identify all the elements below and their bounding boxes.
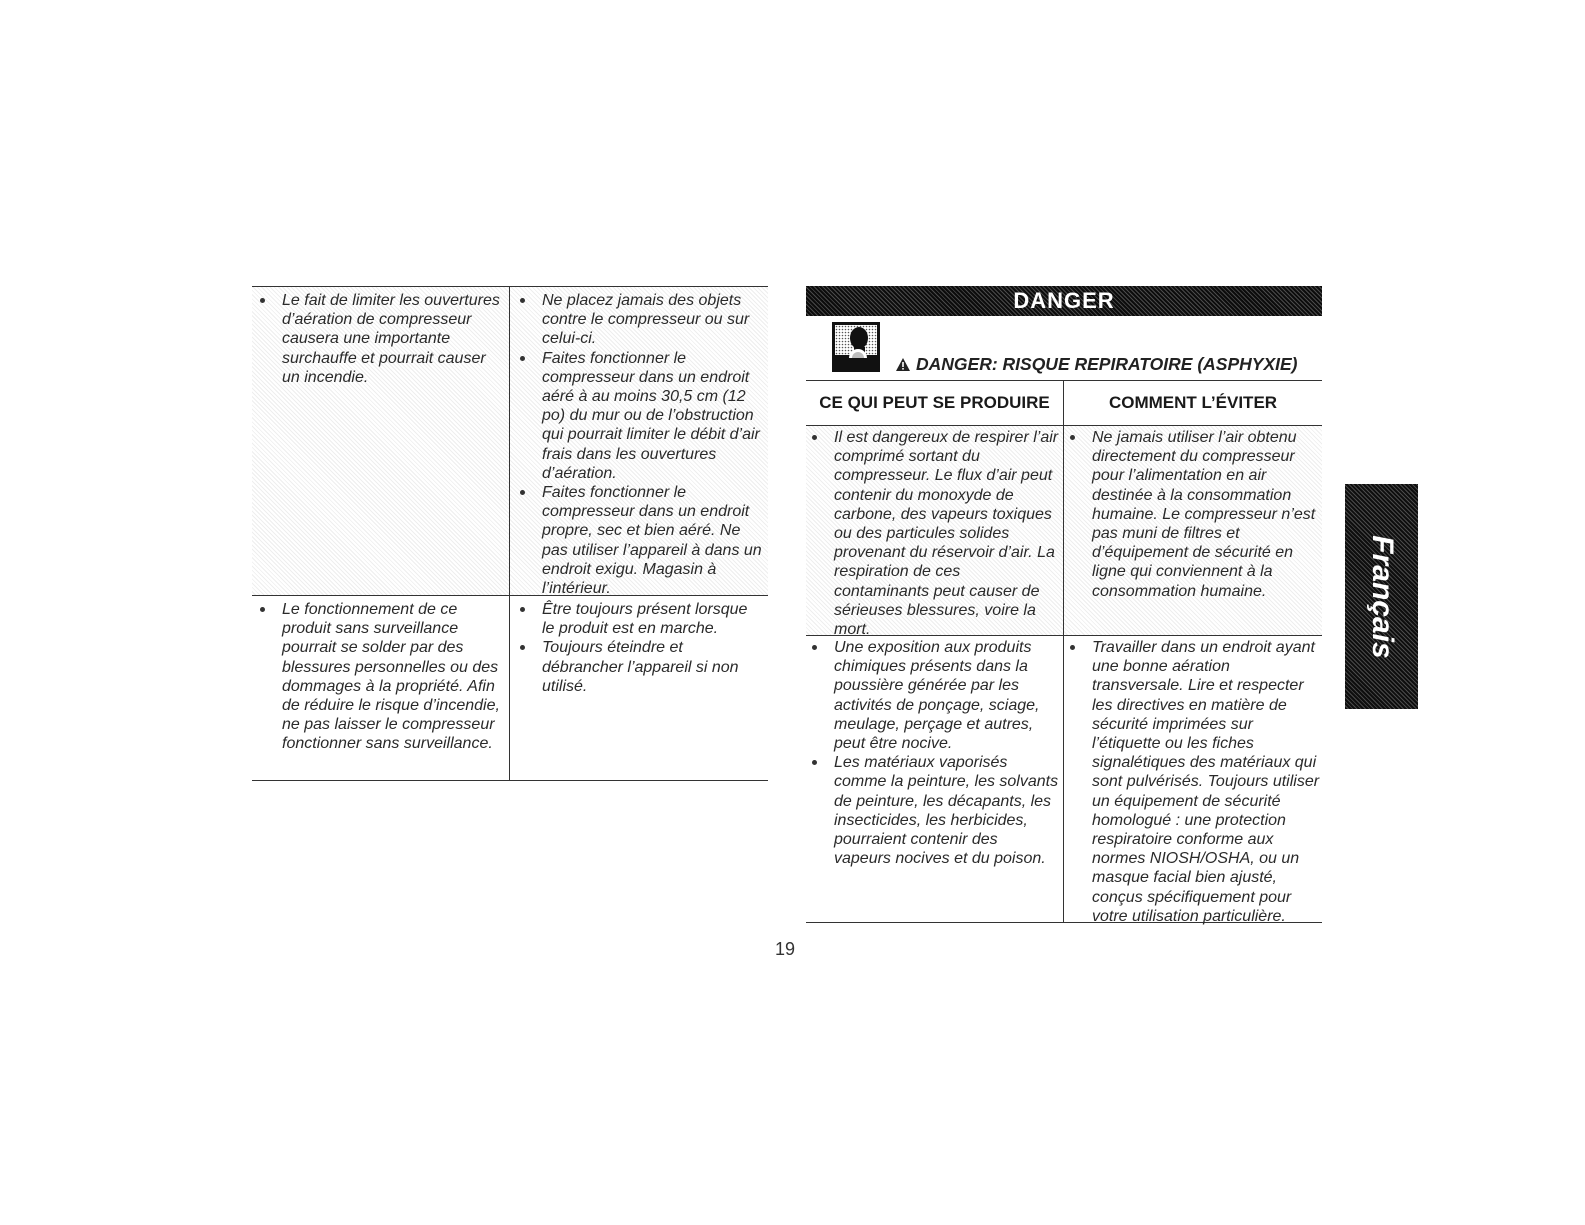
warning-triangle-icon (896, 358, 910, 371)
header-what-can-happen: CE QUI PEUT SE PRODUIRE (806, 381, 1064, 425)
list-item: Une exposition aux produits chimiques présents dans la poussière générée par les activités de ponçage, sciage, meulage, perçage et autres, peut être nocive. (808, 638, 1059, 753)
prevention-list (516, 600, 764, 696)
respiratory-hazard-icon (832, 322, 880, 372)
danger-prevention-cell (1064, 426, 1322, 635)
hazard-row (252, 287, 768, 598)
list-item: Faites fonctionner le compresseur dans un endroit aéré à au moins 30,5 cm (12 po) du mur ou de l’obstruction qui pourrait limiter le débit d’air frais dans les ouvertures d’aération. (516, 349, 764, 483)
prevention-list (516, 291, 764, 598)
language-tab-label: Français (1365, 534, 1399, 659)
danger-row (806, 426, 1322, 639)
danger-hazard-cell (806, 636, 1064, 922)
danger-table (806, 380, 1322, 923)
danger-hazard-cell (806, 426, 1064, 639)
danger-hazard-list (808, 638, 1059, 868)
list-item: Ne jamais utiliser l’air obtenu directement du compresseur pour l’alimentation en air destinée à la consommation humaine. Le compresseur n’est pas muni de filtres et d’équipement de sécurité en ligne qui conviennent à la consommation humaine. (1066, 428, 1320, 601)
hazard-cell (252, 287, 510, 595)
prevention-cell (510, 287, 768, 598)
danger-prevention-list (1066, 428, 1320, 601)
list-item: Ne placez jamais des objets contre le compresseur ou sur celui-ci. (516, 291, 764, 349)
hazard-cell (252, 596, 510, 780)
page-number: 19 (774, 939, 796, 959)
danger-table-header (806, 381, 1322, 426)
language-tab (1345, 484, 1418, 709)
list-item: Être toujours présent lorsque le produit est en marche. (516, 600, 764, 638)
danger-hazard-list (808, 428, 1059, 639)
header-how-to-avoid: COMMENT L’ÉVITER (1108, 393, 1278, 412)
hazard-row (252, 595, 768, 780)
hazard-list (256, 600, 503, 754)
hazard-table (252, 286, 768, 781)
hazard-list (256, 291, 503, 387)
danger-subtitle (896, 351, 1326, 377)
list-item: Toujours éteindre et débrancher l’appareil si non utilisé. (516, 638, 764, 696)
list-item: Le fait de limiter les ouvertures d’aération de compresseur causera une importante surchauffe et pourrait causer un incendie. (256, 291, 503, 387)
list-item: Le fonctionnement de ce produit sans surveillance pourrait se solder par des blessures personnelles ou des dommages à la propriété. Afin de réduire le risque d’incendie, ne pas laisser le compresseur fonctionner sans surveillance. (256, 600, 503, 754)
list-item: Il est dangereux de respirer l’air comprimé sortant du compresseur. Le flux d’air peut contenir du monoxyde de carbone, des vapeurs toxiques ou des particules solides provenant du réservoir d’air. La respiration de ces contaminants peut causer de sérieuses blessures, voire la mort. (808, 428, 1059, 639)
danger-row (806, 635, 1322, 925)
danger-banner: DANGER (806, 286, 1322, 316)
danger-prevention-cell (1064, 636, 1322, 925)
list-item: Travailler dans un endroit ayant une bonne aération transversale. Lire et respecter les directives en matière de sécurité imprimées sur l’étiquette ou les fiches signalétiques des matériaux qui sont pulvérisés. Toujours utiliser un équipement de sécurité homologué : une protection respiratoire conforme aux normes NIOSH/OSHA, ou un masque facial bien ajusté, conçus spécifiquement pour votre utilisation particulière. (1066, 638, 1320, 926)
prevention-cell (510, 596, 768, 780)
list-item: Les matériaux vaporisés comme la peinture, les solvants de peinture, les décapants, les insecticides, les herbicides, pourraient contenir des vapeurs nocives et du poison. (808, 753, 1059, 868)
list-item: Faites fonctionner le compresseur dans un endroit propre, sec et bien aéré. Ne pas utiliser l’appareil à dans un endroit exigu. Magasin à l’intérieur. (516, 483, 764, 598)
danger-subtitle-text: DANGER: RISQUE REPIRATOIRE (ASPHYXIE) (916, 353, 1298, 374)
danger-prevention-list (1066, 638, 1320, 926)
